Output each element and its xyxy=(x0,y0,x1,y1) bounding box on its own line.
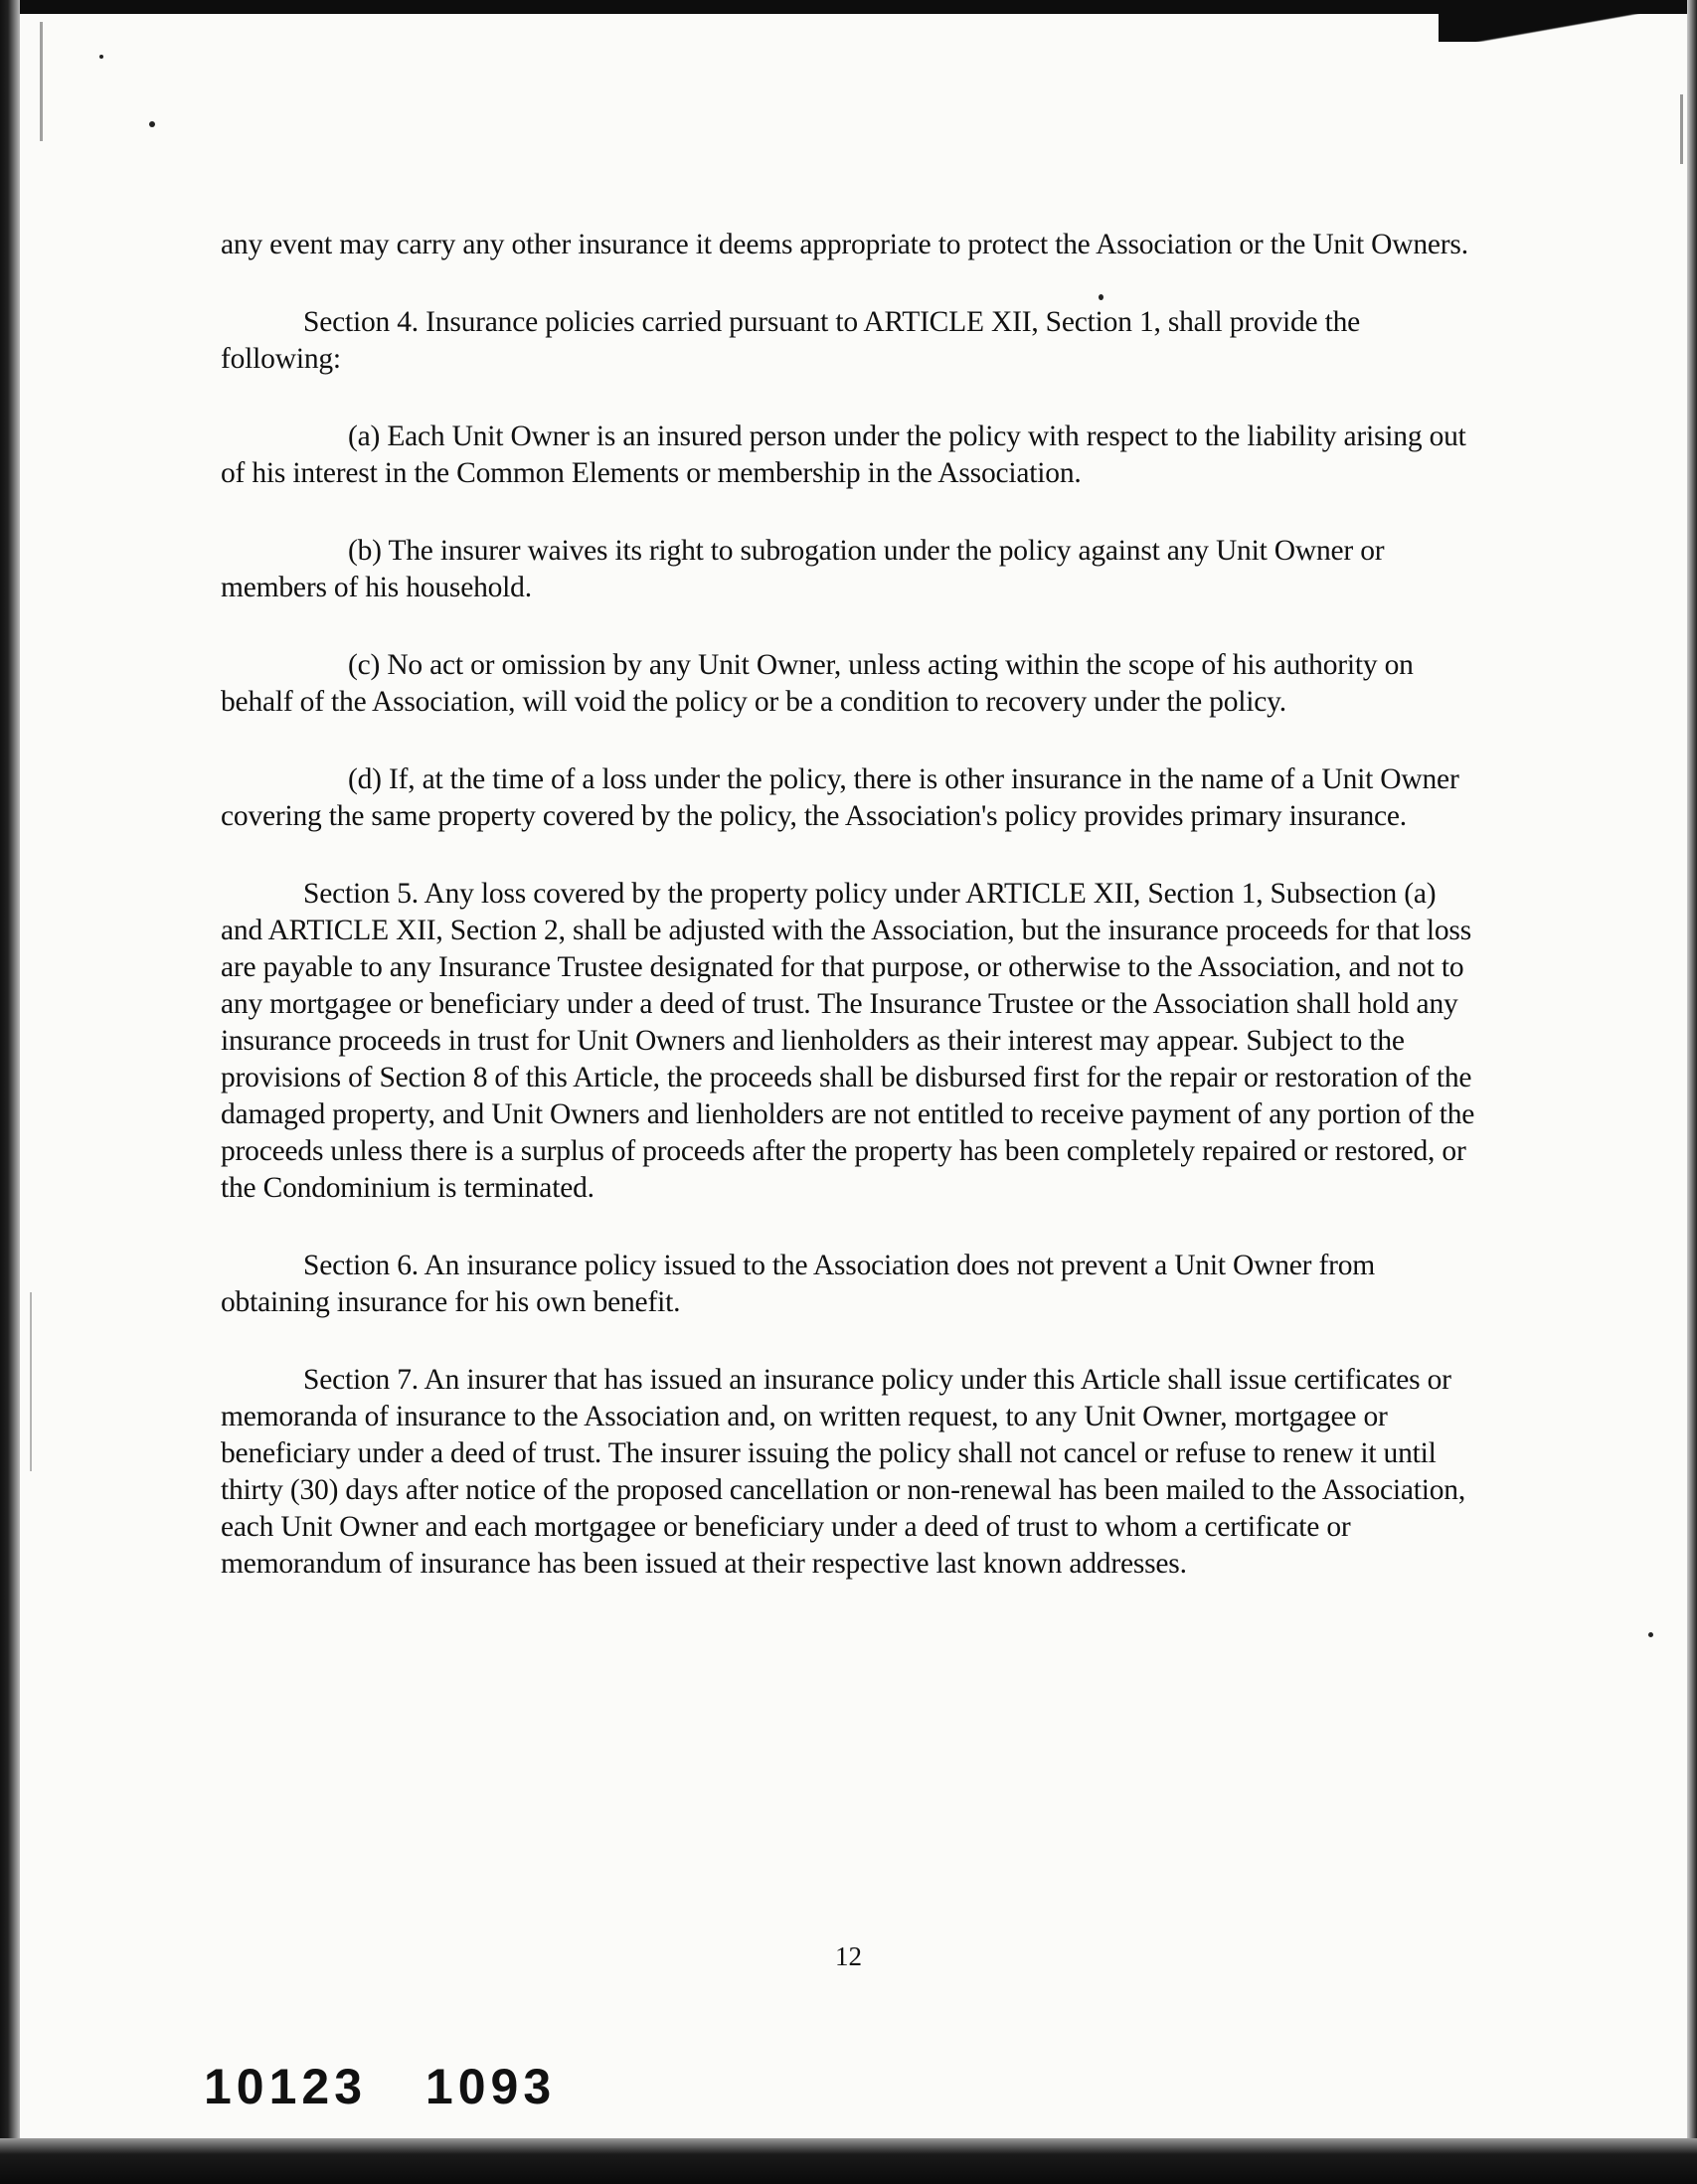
recording-number: 10123 1093 xyxy=(204,2059,557,2114)
section-4-item-b: (b) The insurer waives its right to subrogation under the policy against any Unit Owner or members of his household. xyxy=(221,535,1385,603)
scan-streak xyxy=(1680,94,1683,164)
section-4-intro: Section 4. Insurance policies carried pursuant to ARTICLE XII, Section 1, shall provide the following: xyxy=(221,306,1361,375)
scan-edge-left xyxy=(0,0,20,2184)
section-7-paragraph: Section 7. An insurer that has issued an insurance policy under this Article shall issue certificates or memoranda of insurance to the Association and, on written request, to any Unit Owner, mortgagee or beneficiary under a deed of trust. The insurer issuing the policy shall not cancel or refuse to renew it until thirty (30) days after notice of the proposed cancellation or non-renewal has been mailed to the Association, each Unit Owner and each mortgagee or beneficiary under a deed of trust to whom a certificate or memorandum of insurance has been issued at their respective last known addresses. xyxy=(221,1364,1466,1580)
scan-streak xyxy=(40,22,43,141)
section-6-paragraph: Section 6. An insurance policy issued to the Association does not prevent a Unit Owner from obtaining insurance for his own benefit. xyxy=(221,1250,1376,1318)
section-4-item-a: (a) Each Unit Owner is an insured person under the policy with respect to the liability arising out of his interest in the Common Elements or membership in the Association. xyxy=(221,420,1466,489)
section-4-item-d: (d) If, at the time of a loss under the policy, there is other insurance in the name of a Unit Owner covering the same property covered by the policy, the Association's policy provides primary insurance. xyxy=(221,763,1459,832)
continuation-paragraph: any event may carry any other insurance it deems appropriate to protect the Association or the Unit Owners. xyxy=(221,229,1468,260)
section-4-item-c: (c) No act or omission by any Unit Owner, unless acting within the scope of his authority on behalf of the Association, will void the policy or be a condition to recovery under the policy. xyxy=(221,649,1414,718)
scan-edge-right xyxy=(1687,0,1697,2184)
scan-streak xyxy=(30,1292,32,1471)
section-5-paragraph: Section 5. Any loss covered by the property policy under ARTICLE XII, Section 1, Subsection (a) and ARTICLE XII, Section 2, shall be adjusted with the Association, but the insurance proceeds for that loss are payable to any Insurance Trustee designated for that purpose, or otherwise to the Association, and not to any mortgagee or beneficiary under a deed of trust. The Insurance Trustee or the Association shall hold any insurance proceeds in trust for Unit Owners and lienholders as their interest may appear. Subject to the provisions of Section 8 of this Article, the proceeds shall be disbursed first for the repair or restoration of the damaged property, and Unit Owners and lienholders are not entitled to receive payment of any portion of the proceeds unless there is a surplus of proceeds after the property has been completely repaired or restored, or the Condominium is terminated. xyxy=(221,878,1475,1204)
document-body xyxy=(221,227,1483,1623)
scan-speck xyxy=(99,55,103,59)
scan-speck xyxy=(1648,1632,1653,1637)
page-number: 12 xyxy=(835,1941,862,1971)
scan-edge-top-right xyxy=(1439,0,1697,42)
scan-edge-bottom xyxy=(0,2138,1697,2184)
scan-speck xyxy=(149,121,155,127)
